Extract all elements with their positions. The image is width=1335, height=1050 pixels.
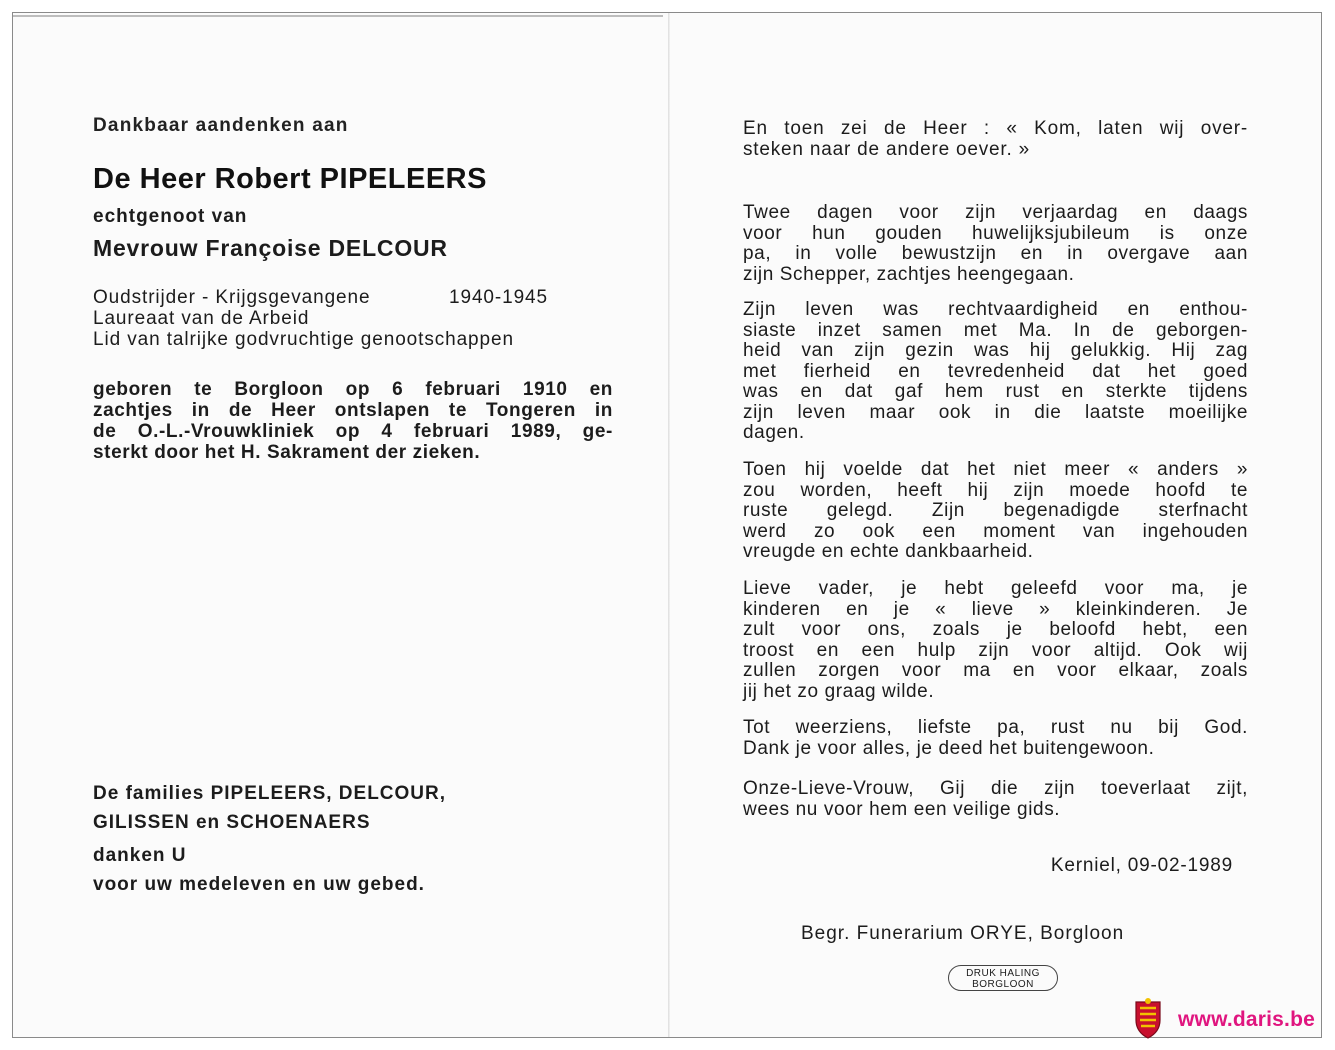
birth-line: de O.-L.-Vrouwkliniek op 4 februari 1989, ge- (93, 421, 613, 442)
paragraph-line: vreugde en echte dankbaarheid. (743, 541, 1034, 562)
deceased-name: De Heer Robert PIPELEERS (93, 163, 487, 195)
paragraph-line: dagen. (743, 422, 805, 443)
paragraph-line: met fierheid en tevredenheid dat het goed (743, 360, 1248, 382)
title-row-3: Lid van talrijke godvruchtige genootschappen (93, 329, 514, 350)
verse-line: steken naar de andere oever. » (743, 139, 1031, 160)
paragraph-line: was en dat gaf hem rust en sterkte tijdens (743, 381, 1248, 402)
paragraph-line: pa, in volle bewustzijn en in overgave aan (743, 243, 1248, 264)
paragraph-line: Dank je voor alles, je deed het buitengewoon. (743, 737, 1155, 759)
families-line: De families PIPELEERS, DELCOUR, (93, 783, 447, 804)
title-row-2: Laureaat van de Arbeid (93, 308, 310, 329)
paragraph-2 (743, 300, 1248, 444)
paragraph-line: ruste gelegd. Zijn begenadigde sterfnacht (743, 500, 1248, 521)
paragraph-line: troost en een hulp zijn voor altijd. Ook wij (743, 639, 1248, 661)
paragraph-line: zijn leven maar ook in die laatste moeilijke (743, 401, 1248, 423)
paragraph-line: Lieve vader, je hebt geleefd voor ma, je (743, 578, 1248, 599)
paragraph-5 (743, 718, 1248, 759)
paragraph-line: Zijn leven was rechtvaardigheid en enthou- (743, 299, 1248, 320)
birth-line: geboren te Borgloon op 6 februari 1910 en (93, 379, 613, 400)
paragraph-line: siaste inzet samen met Ma. In de geborgen- (743, 319, 1248, 341)
families-block (93, 779, 446, 837)
watermark-url[interactable]: www.daris.be (1178, 1008, 1315, 1031)
paragraph-line: zult voor ons, zoals je beloofd hebt, een (743, 619, 1248, 640)
birth-death-block (93, 379, 613, 463)
title-row-1 (93, 287, 548, 308)
paragraph-line: zou worden, heeft hij zijn moede hoofd te (743, 479, 1248, 501)
paragraph-line: Twee dagen voor zijn verjaardag en daags (743, 202, 1248, 223)
top-edge-mark (13, 15, 663, 17)
families-line: GILISSEN en SCHOENAERS (93, 812, 371, 833)
coat-of-arms-icon (1132, 998, 1164, 1040)
paragraph-line: Onze-Lieve-Vrouw, Gij die zijn toeverlaat zijt, (743, 778, 1248, 799)
thanks-block (93, 841, 425, 899)
title-veteran: Oudstrijder - Krijgsgevangene (93, 287, 371, 308)
paragraph-line: werd zo ook een moment van ingehouden (743, 520, 1248, 542)
verse-line: En toen zei de Heer : « Kom, laten wij over- (743, 118, 1248, 139)
paragraph-line: zullen zorgen voor ma en voor elkaar, zoals (743, 660, 1248, 681)
birth-line: sterkt door het H. Sakrament der zieken. (93, 442, 481, 463)
paragraph-3 (743, 460, 1248, 563)
paragraph-1 (743, 203, 1248, 285)
spouse-label: echtgenoot van (93, 206, 248, 227)
paragraph-line: wees nu voor hem een veilige gids. (743, 798, 1061, 820)
titles-block (93, 287, 613, 350)
undertaker-credit: Begr. Funerarium ORYE, Borgloon (801, 923, 1125, 944)
birth-line: zachtjes in de Heer ontslapen te Tongeren in (93, 400, 613, 421)
paragraph-line: zijn Schepper, zachtjes heengegaan. (743, 263, 1075, 285)
printer-stamp (948, 965, 1058, 991)
paragraph-line: voor hun gouden huwelijksjubileum is onze (743, 222, 1248, 244)
printer-stamp-line: DRUK HALING (966, 968, 1040, 979)
paragraph-line: Toen hij voelde dat het niet meer « anders » (743, 459, 1248, 480)
center-fold (668, 13, 670, 1037)
paragraph-4 (743, 579, 1248, 702)
paragraph-line: kinderen en je « lieve » kleinkinderen. Je (743, 598, 1248, 620)
paragraph-6 (743, 779, 1248, 820)
paragraph-line: jij het zo graag wilde. (743, 680, 935, 702)
thanks-line: voor uw medeleven en uw gebed. (93, 874, 425, 895)
paragraph-line: Tot weerziens, liefste pa, rust nu bij God. (743, 717, 1248, 738)
printer-stamp-line: BORGLOON (972, 979, 1034, 990)
title-years: 1940-1945 (449, 287, 548, 308)
memorial-card (12, 12, 1322, 1038)
spouse-name: Mevrouw Françoise DELCOUR (93, 235, 448, 261)
intro-text: Dankbaar aandenken aan (93, 115, 349, 136)
bible-verse (743, 118, 1248, 160)
thanks-line: danken U (93, 845, 187, 866)
paragraph-line: heid van zijn gezin was hij gelukkig. Hij zag (743, 340, 1248, 361)
place-date: Kerniel, 09-02-1989 (1050, 855, 1233, 876)
